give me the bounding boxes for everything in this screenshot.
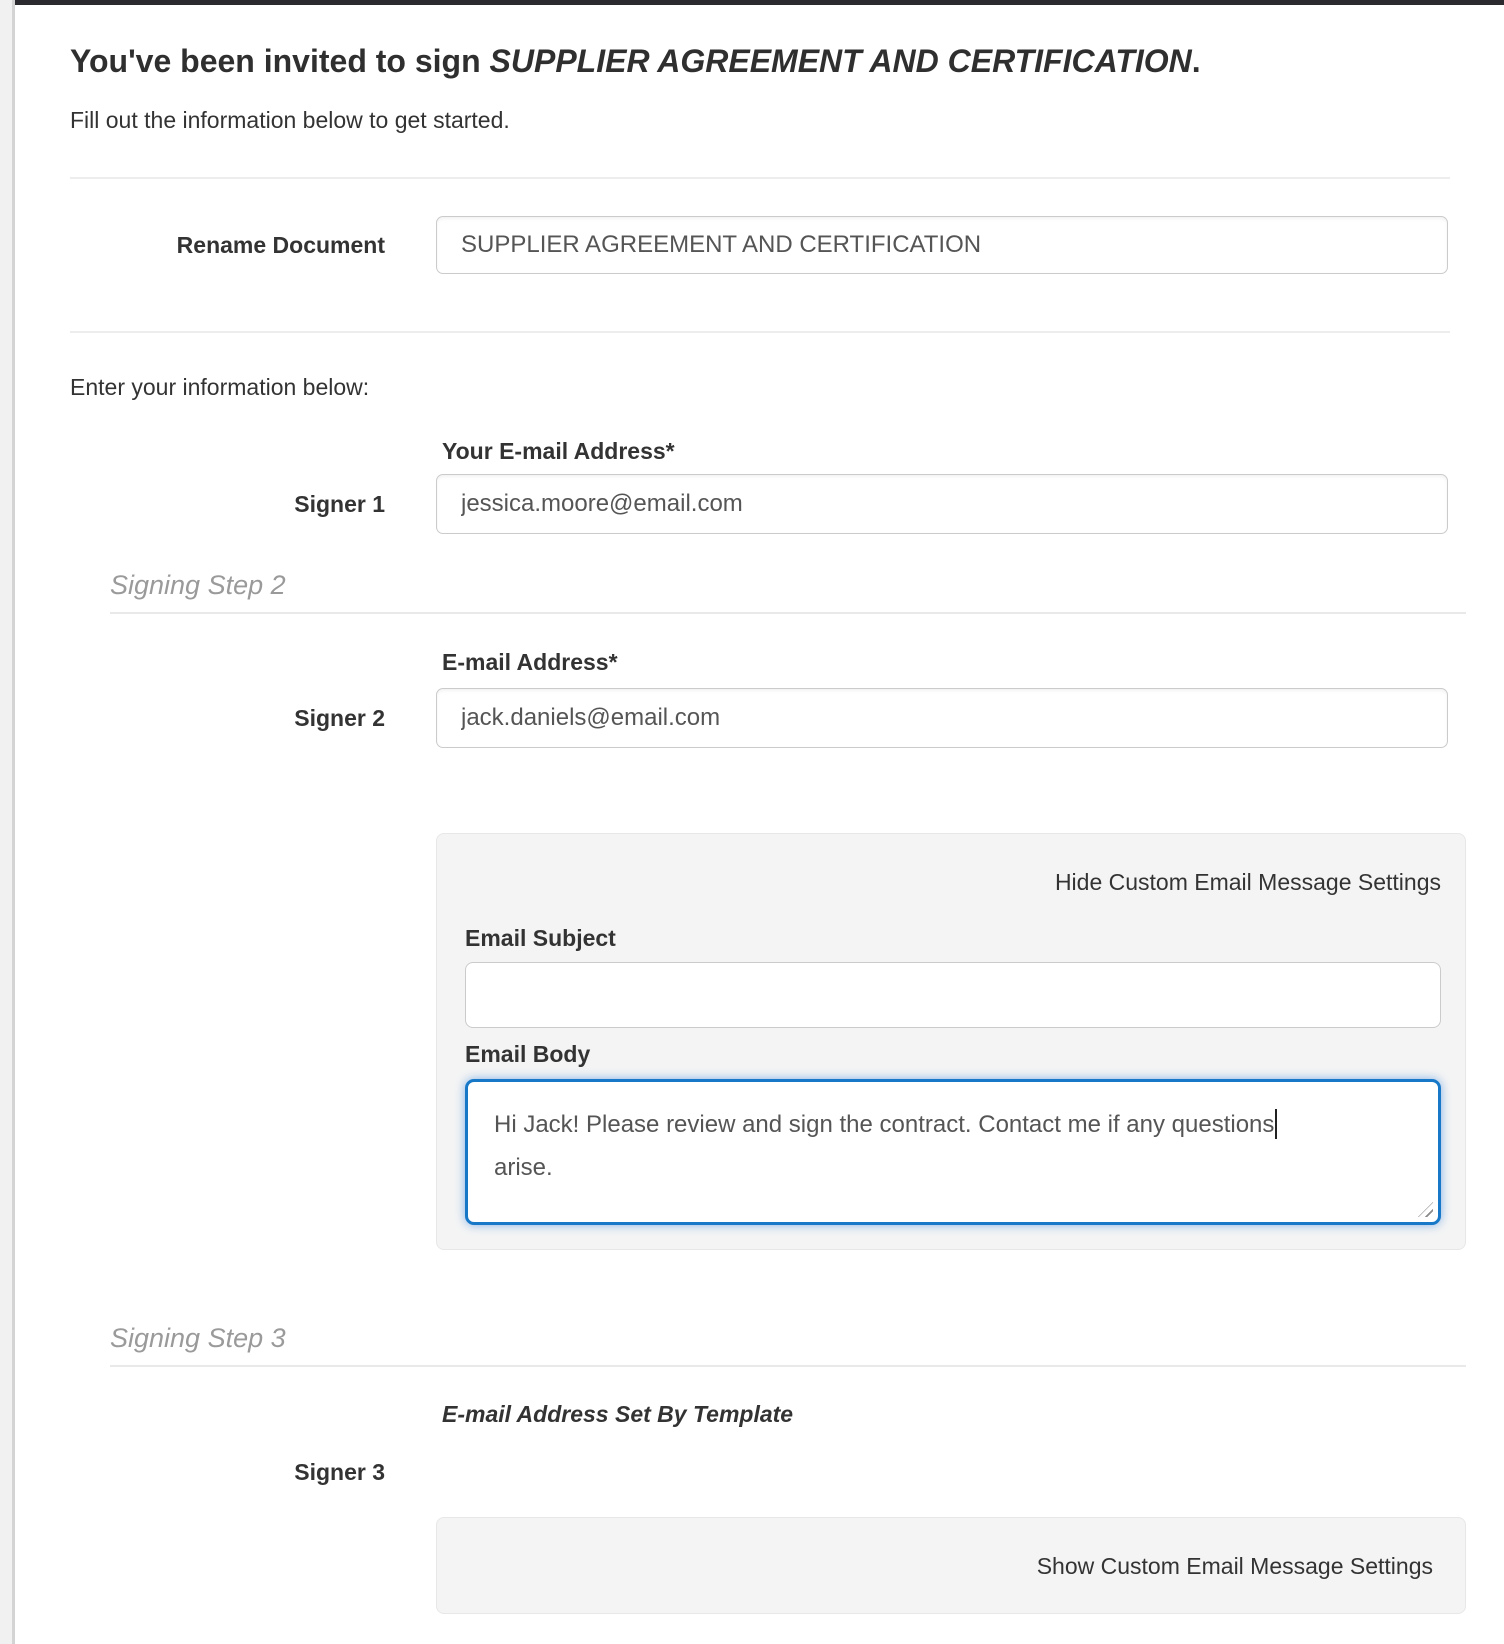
signer1-row — [70, 474, 1450, 534]
signer3-label: Signer 3 — [294, 1458, 385, 1485]
page-title — [70, 42, 1450, 80]
signer2-field-label: E-mail Address* — [442, 649, 618, 675]
top-accent-bar — [15, 0, 1504, 5]
sign-invitation-page — [12, 0, 1504, 1644]
signer2-row — [70, 688, 1450, 748]
signing-step-3-heading: Signing Step 3 — [110, 1323, 286, 1353]
email-body-text-line2: arise. — [494, 1154, 553, 1181]
signer3-field-label: E-mail Address Set By Template — [442, 1401, 794, 1427]
signer2-label: Signer 2 — [294, 704, 385, 731]
resize-handle-icon[interactable] — [1418, 1202, 1433, 1217]
email-subject-label: Email Subject — [465, 925, 616, 951]
show-custom-email-settings-link[interactable]: Show Custom Email Message Settings — [1036, 1552, 1433, 1579]
email-subject-input[interactable] — [465, 962, 1441, 1028]
signer1-label: Signer 1 — [294, 490, 385, 517]
signer2-email-input[interactable] — [436, 688, 1448, 748]
step-divider — [110, 1365, 1466, 1367]
custom-email-settings-panel-signer2 — [436, 833, 1466, 1250]
page-title-prefix: You've been invited to sign — [70, 43, 481, 79]
email-body-textarea[interactable] — [465, 1079, 1441, 1225]
step-divider — [110, 612, 1466, 614]
section-divider — [70, 177, 1450, 179]
page-title-suffix: . — [1191, 43, 1201, 79]
page-subtitle: Fill out the information below to get started. — [70, 107, 510, 133]
rename-document-input[interactable] — [436, 216, 1448, 274]
info-heading: Enter your information below: — [70, 374, 370, 400]
form-content — [70, 42, 1450, 1614]
signing-step-2-heading: Signing Step 2 — [110, 570, 286, 600]
custom-email-settings-panel-signer3 — [436, 1517, 1466, 1614]
rename-document-label: Rename Document — [176, 231, 385, 258]
text-cursor — [1275, 1109, 1277, 1139]
rename-document-row — [70, 216, 1450, 274]
signer1-email-input[interactable] — [436, 474, 1448, 534]
section-divider — [70, 331, 1450, 333]
hide-custom-email-settings-link[interactable]: Hide Custom Email Message Settings — [1054, 869, 1441, 895]
email-body-label: Email Body — [465, 1041, 591, 1067]
signer1-field-label: Your E-mail Address* — [442, 438, 675, 464]
email-body-text: Hi Jack! Please review and sign the contract. Contact me if any questions — [494, 1111, 1275, 1138]
signer3-row — [70, 1458, 1450, 1486]
document-name: SUPPLIER AGREEMENT AND CERTIFICATION — [489, 43, 1192, 79]
